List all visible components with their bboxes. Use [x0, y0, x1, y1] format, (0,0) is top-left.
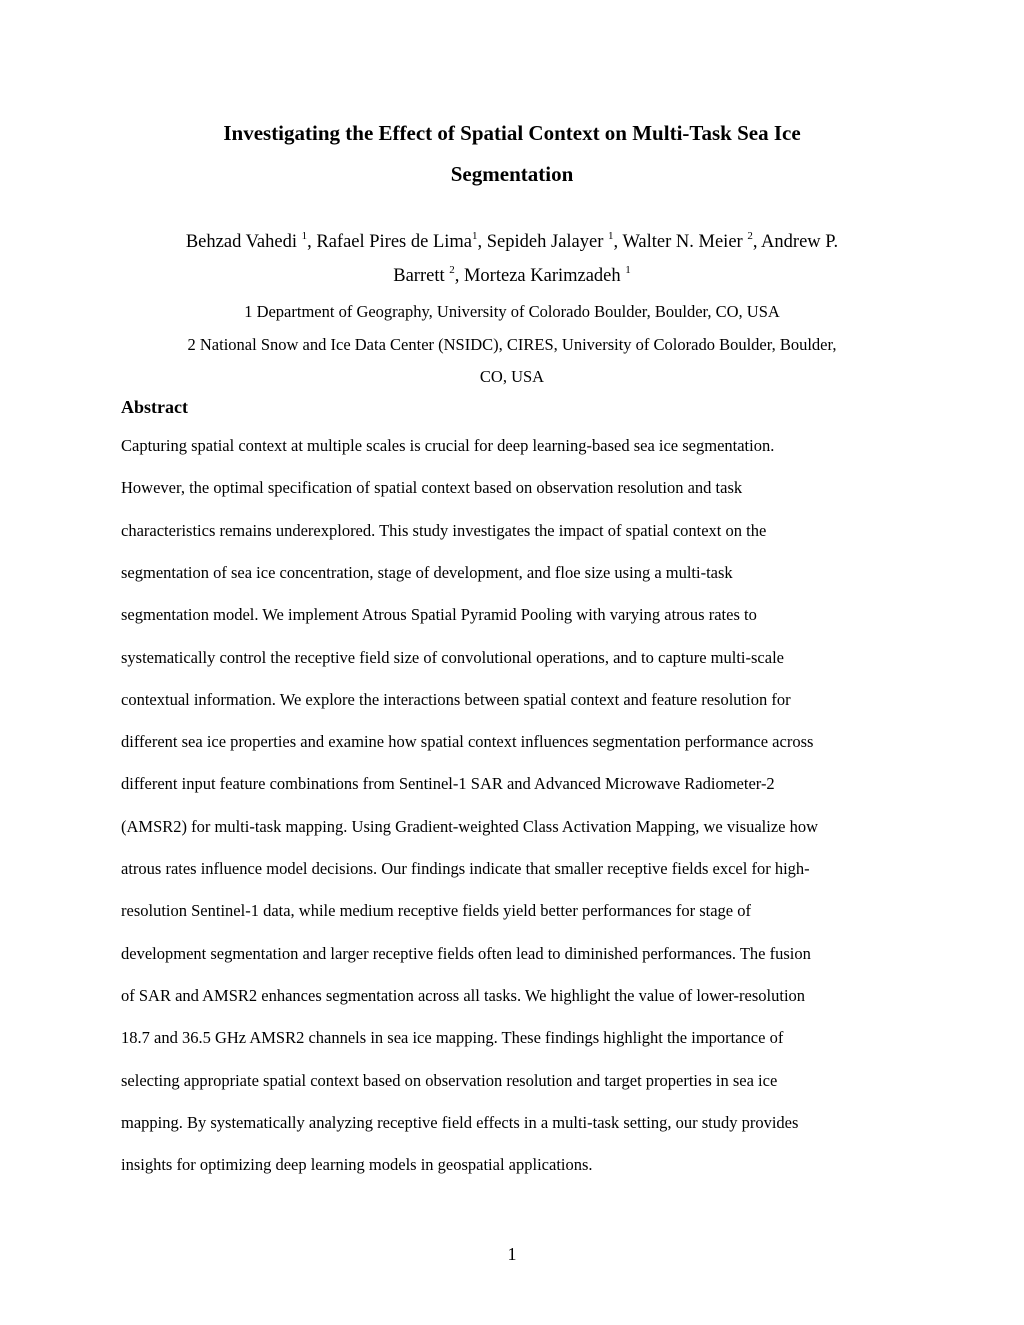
author-affiliation-mark: 2 — [449, 264, 455, 276]
affiliation-1: 1 Department of Geography, University of Colorado Boulder, Boulder, CO, USA — [244, 302, 780, 321]
author-affiliation-mark: 1 — [608, 230, 614, 242]
abstract-line: mapping. By systematically analyzing receptive field effects in a multi-task setting, our study provides — [121, 1113, 799, 1132]
abstract-line: development segmentation and larger receptive fields often lead to diminished performances. The fusion — [121, 944, 811, 963]
author-name: Andrew P. — [761, 232, 839, 252]
author-separator: , — [454, 266, 464, 286]
abstract-line: insights for optimizing deep learning models in geospatial applications. — [121, 1155, 593, 1174]
abstract-line: resolution Sentinel-1 data, while medium receptive fields yield better performances for stage of — [121, 901, 751, 920]
abstract-line: atrous rates influence model decisions. Our findings indicate that smaller receptive fields excel for high- — [121, 859, 810, 878]
abstract-line: of SAR and AMSR2 enhances segmentation across all tasks. We highlight the value of lower-resolution — [121, 986, 806, 1005]
abstract-line: different sea ice properties and examine how spatial context influences segmentation performance across — [121, 732, 814, 751]
author-name: Barrett — [393, 266, 450, 286]
abstract-line: segmentation model. We implement Atrous Spatial Pyramid Pooling with varying atrous rates to — [121, 605, 757, 624]
abstract-line: 18.7 and 36.5 GHz AMSR2 channels in sea ice mapping. These findings highlight the importance of — [121, 1028, 784, 1047]
author-name: Rafael Pires de Lima — [316, 232, 473, 252]
abstract-line: characteristics remains underexplored. This study investigates the impact of spatial context on the — [121, 521, 767, 540]
abstract-line: segmentation of sea ice concentration, stage of development, and floe size using a multi-task — [121, 563, 733, 582]
abstract-line: systematically control the receptive field size of convolutional operations, and to capture multi-scale — [121, 648, 784, 667]
author-separator: , — [307, 232, 317, 252]
author-list-line-2 — [0, 266, 1024, 287]
author-separator: , — [752, 232, 762, 252]
paper-title-line-2: Segmentation — [450, 162, 574, 186]
page-number: 1 — [507, 1244, 517, 1264]
author-name: Behzad Vahedi — [185, 232, 302, 252]
author-affiliation-mark: 1 — [301, 230, 308, 242]
author-name: Sepideh Jalayer — [486, 232, 609, 252]
author-affiliation-mark: 1 — [472, 230, 478, 242]
abstract-line: (AMSR2) for multi-task mapping. Using Gradient-weighted Class Activation Mapping, we visualize how — [121, 817, 819, 836]
author-list-line-1 — [0, 232, 1024, 253]
affiliation-2: 2 National Snow and Ice Data Center (NSIDC), CIRES, University of Colorado Boulder, Boulder, — [187, 335, 837, 354]
abstract-line: Capturing spatial context at multiple scales is crucial for deep learning-based sea ice segmentation. — [121, 436, 775, 455]
abstract-line: selecting appropriate spatial context based on observation resolution and target properties in sea ice — [121, 1071, 778, 1090]
abstract-heading: Abstract — [121, 397, 188, 417]
author-affiliation-mark: 1 — [625, 264, 631, 276]
author-name: Walter N. Meier — [622, 232, 748, 252]
author-affiliation-mark: 2 — [747, 230, 753, 242]
abstract-line: However, the optimal specification of spatial context based on observation resolution and task — [121, 478, 743, 497]
paper-title-line-1: Investigating the Effect of Spatial Context on Multi-Task Sea Ice — [223, 121, 801, 145]
abstract-line: contextual information. We explore the interactions between spatial context and feature resolution for — [121, 690, 791, 709]
author-separator: , — [613, 232, 623, 252]
author-name: Morteza Karimzadeh — [463, 266, 626, 286]
author-separator: , — [477, 232, 487, 252]
affiliation-2-continued: CO, USA — [479, 367, 545, 386]
abstract-line: different input feature combinations from Sentinel-1 SAR and Advanced Microwave Radiometer-2 — [121, 774, 775, 793]
